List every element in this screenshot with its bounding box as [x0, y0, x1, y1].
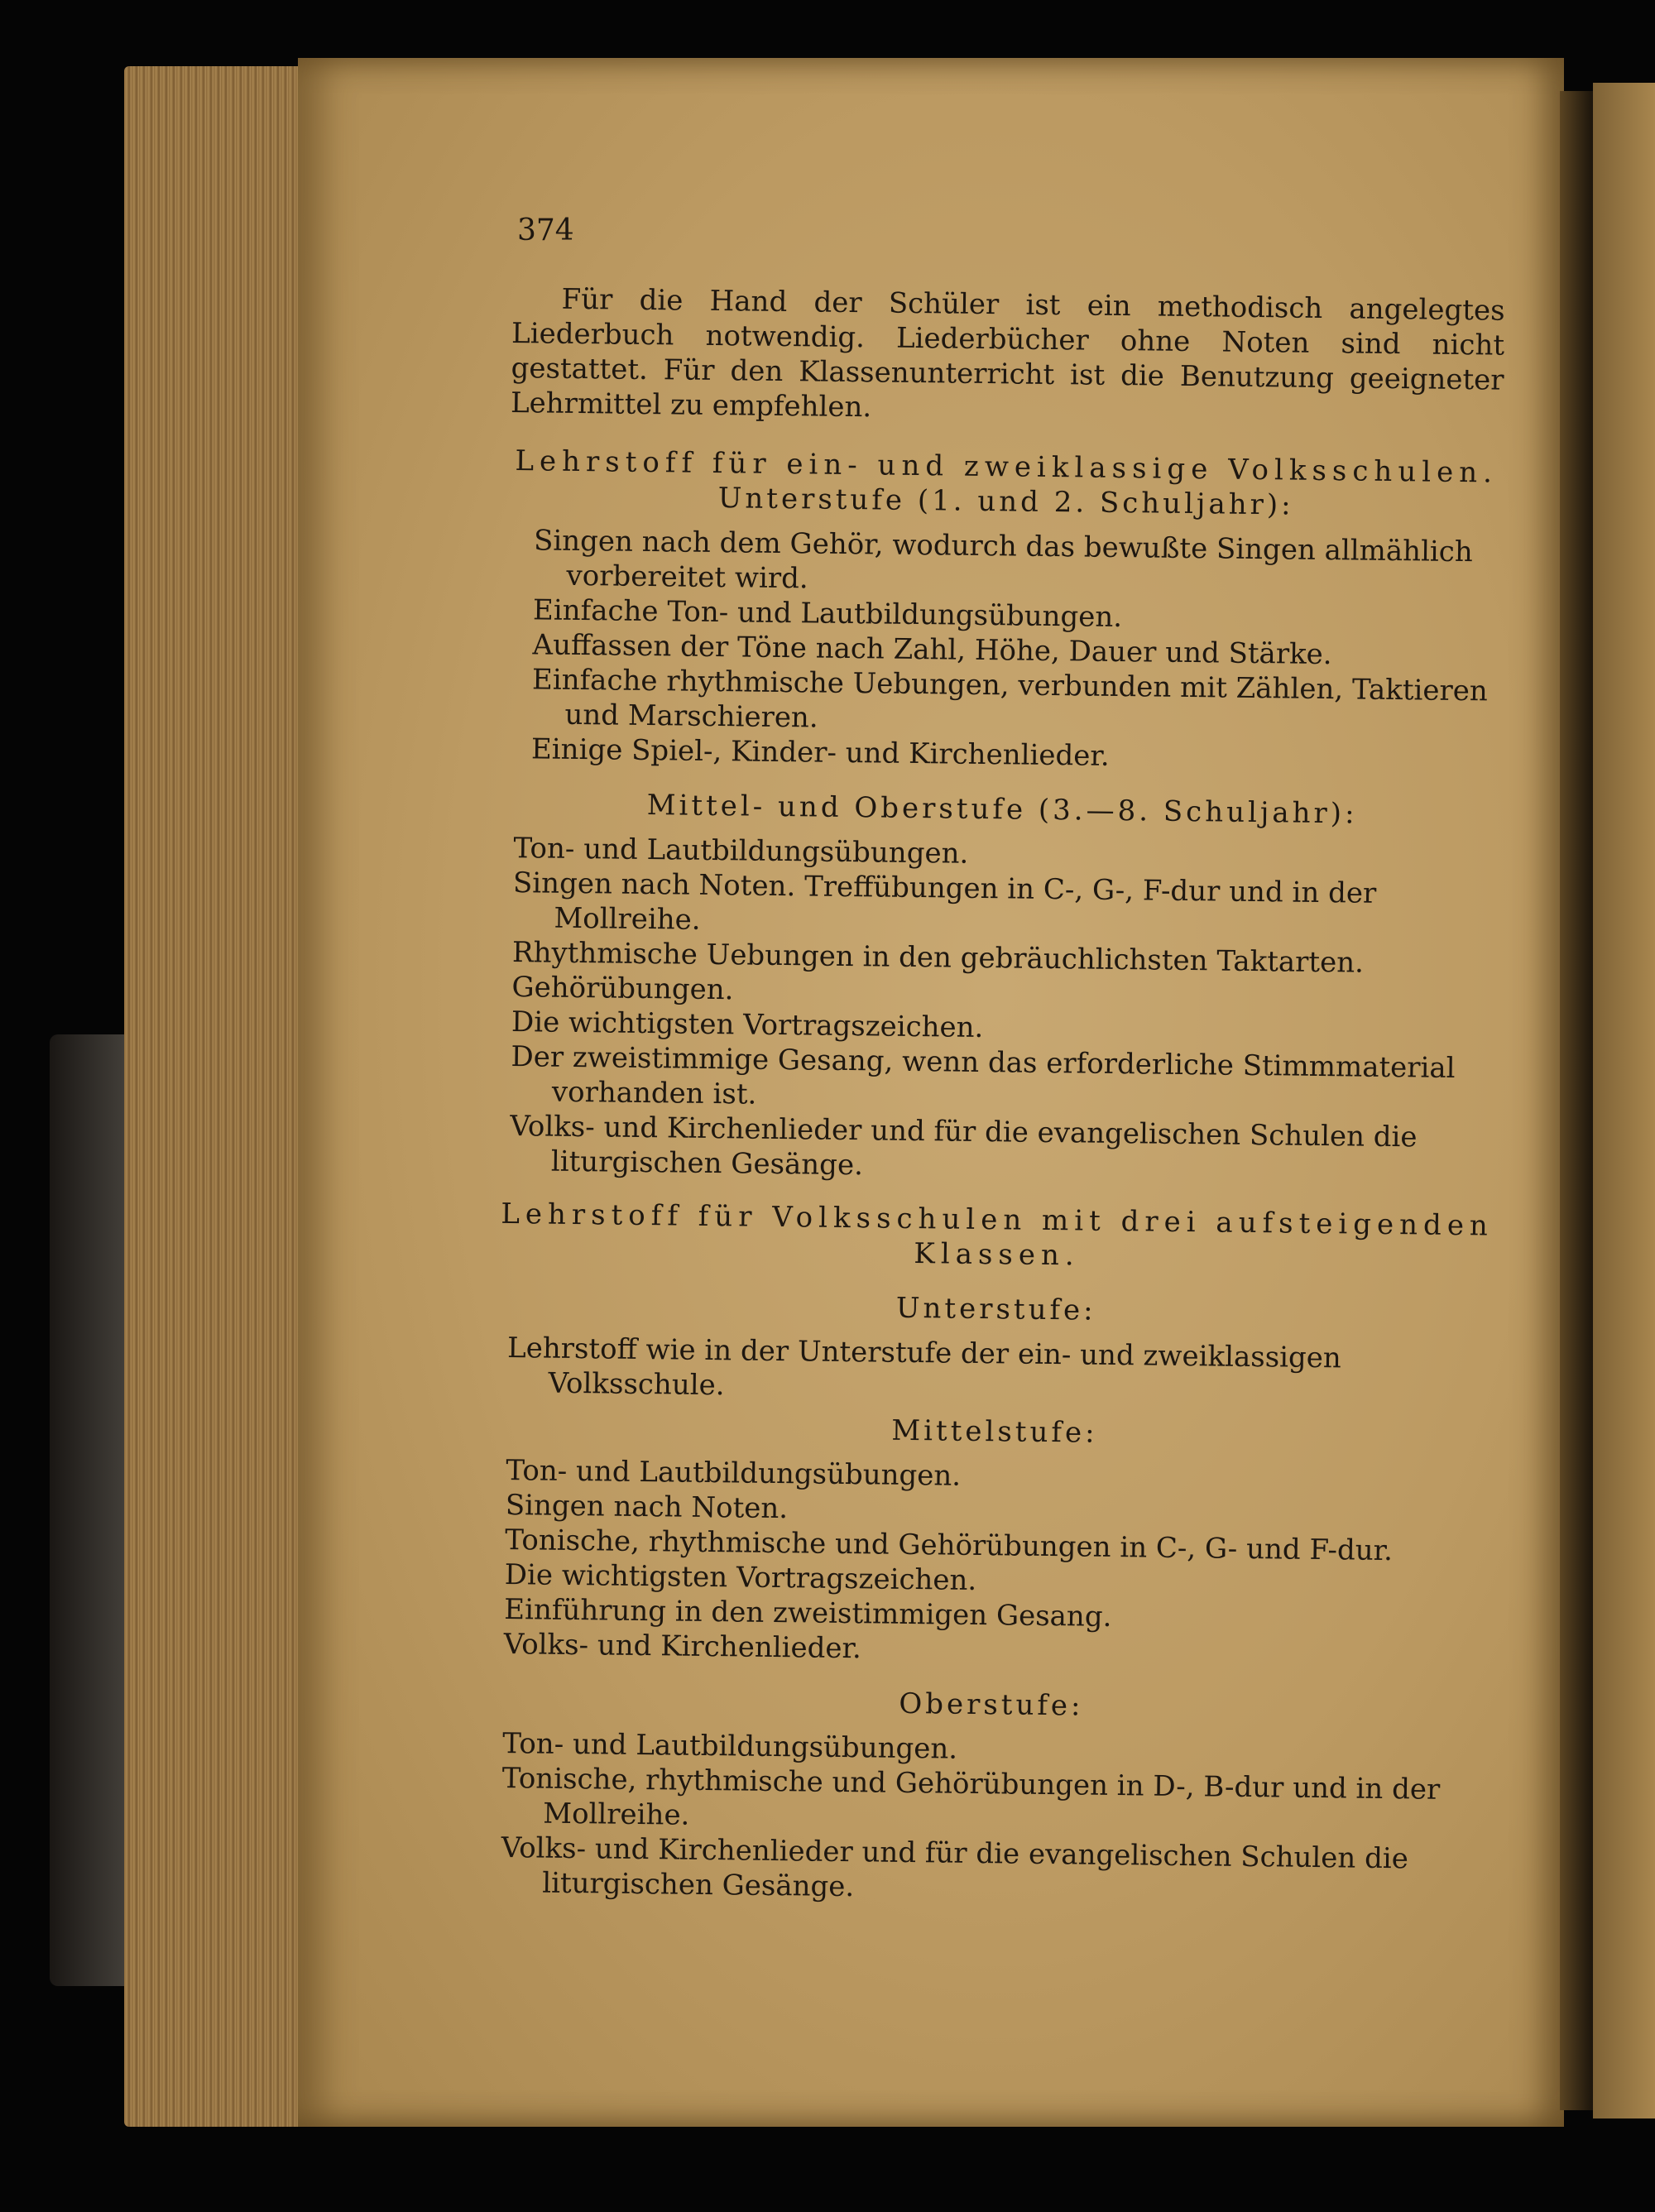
- list-item: Ton- und Lautbildungsübungen.: [502, 1726, 958, 1766]
- list-item: Volks- und Kirchenlieder und für die evangelischen Schulen die liturgischen Gesänge.: [501, 1831, 1409, 1904]
- section1-mittel-ober-title: Mittel- und Oberstufe (3.—8. Schuljahr):: [646, 789, 1358, 831]
- section2-mittelstufe-title: Mittelstufe:: [891, 1413, 1098, 1450]
- section2-oberstufe-title: Oberstufe:: [899, 1687, 1084, 1723]
- list-item: Der zweistimmige Gesang, wenn das erforderliche Stimmmaterial vorhanden ist.: [511, 1040, 1456, 1111]
- list-item: Die wichtigsten Vortragszeichen.: [504, 1558, 977, 1597]
- list-item: Tonische, rhythmische und Gehörübungen in C-, G- und F-dur.: [505, 1523, 1394, 1568]
- list-item: Gehörübungen.: [511, 971, 734, 1007]
- list-item: Singen nach dem Gehör, wodurch das bewußte Singen allmählich vorbereitet wird.: [533, 524, 1474, 596]
- list-item: Tonische, rhythmische und Gehörübungen in D-, B-dur und in der Mollreihe.: [501, 1761, 1441, 1832]
- list-item: Die wichtigsten Vortragszeichen.: [511, 1005, 984, 1045]
- section1-unterstufe-title: Unterstufe (1. und 2. Schuljahr):: [717, 482, 1294, 522]
- page-stack-edges: [124, 66, 323, 2127]
- section2-mittelstufe-list: [496, 1453, 1491, 1674]
- intro-paragraph: Für die Hand der Schüler ist ein methodisch angelegtes Liederbuch notwendig. Liederbücher ohne Noten sind nicht gestattet. Für den Klassenunterricht ist die Benutzung geeigneter Lehrmittel zu empfehlen.: [510, 282, 1505, 425]
- list-item: Ton- und Lautbildungsübungen.: [513, 832, 969, 871]
- section2-heading: Lehrstoff für Volksschulen mit drei aufsteigenden Klassen.: [501, 1197, 1494, 1273]
- section2-oberstufe-list: [492, 1726, 1487, 1912]
- section1-mittel-ober-list: [501, 831, 1499, 1191]
- section2-unterstufe-title: Unterstufe:: [895, 1291, 1096, 1327]
- list-item: Einführung in den zweistimmigen Gesang.: [504, 1592, 1112, 1634]
- list-item: Volks- und Kirchenlieder.: [503, 1627, 862, 1666]
- section1-heading: Lehrstoff für ein- und zweiklassige Volksschulen.: [515, 444, 1499, 490]
- list-item: Volks- und Kirchenlieder und für die evangelischen Schulen die liturgischen Gesänge.: [510, 1110, 1418, 1183]
- page-content: [492, 207, 1506, 1921]
- list-item: Einige Spiel-, Kinder- und Kirchenlieder.: [530, 732, 1110, 773]
- list-item: Singen nach Noten. Treffübungen in C-, G-, F-dur und in der Mollreihe.: [512, 866, 1377, 937]
- list-item: Ton- und Lautbildungsübungen.: [506, 1454, 962, 1493]
- list-item: Einfache Ton- und Lautbildungsübungen.: [532, 593, 1123, 635]
- section1-unterstufe-list: [506, 523, 1503, 779]
- section2-unterstufe-list: [498, 1331, 1492, 1413]
- book-gutter: [1560, 91, 1593, 2110]
- list-item: Rhythmische Uebungen in den gebräuchlichsten Taktarten.: [511, 936, 1365, 980]
- list-item: Einfache rhythmische Uebungen, verbunden mit Zählen, Taktieren und Marschieren.: [531, 663, 1489, 735]
- list-item: Auffassen der Töne nach Zahl, Höhe, Dauer und Stärke.: [532, 628, 1332, 672]
- facing-page-edge: [1593, 83, 1655, 2118]
- list-item: Lehrstoff wie in der Unterstufe der ein- und zweiklassigen Volksschule.: [506, 1332, 1342, 1403]
- list-item: Singen nach Noten.: [505, 1489, 789, 1526]
- page-number: 374: [517, 214, 574, 247]
